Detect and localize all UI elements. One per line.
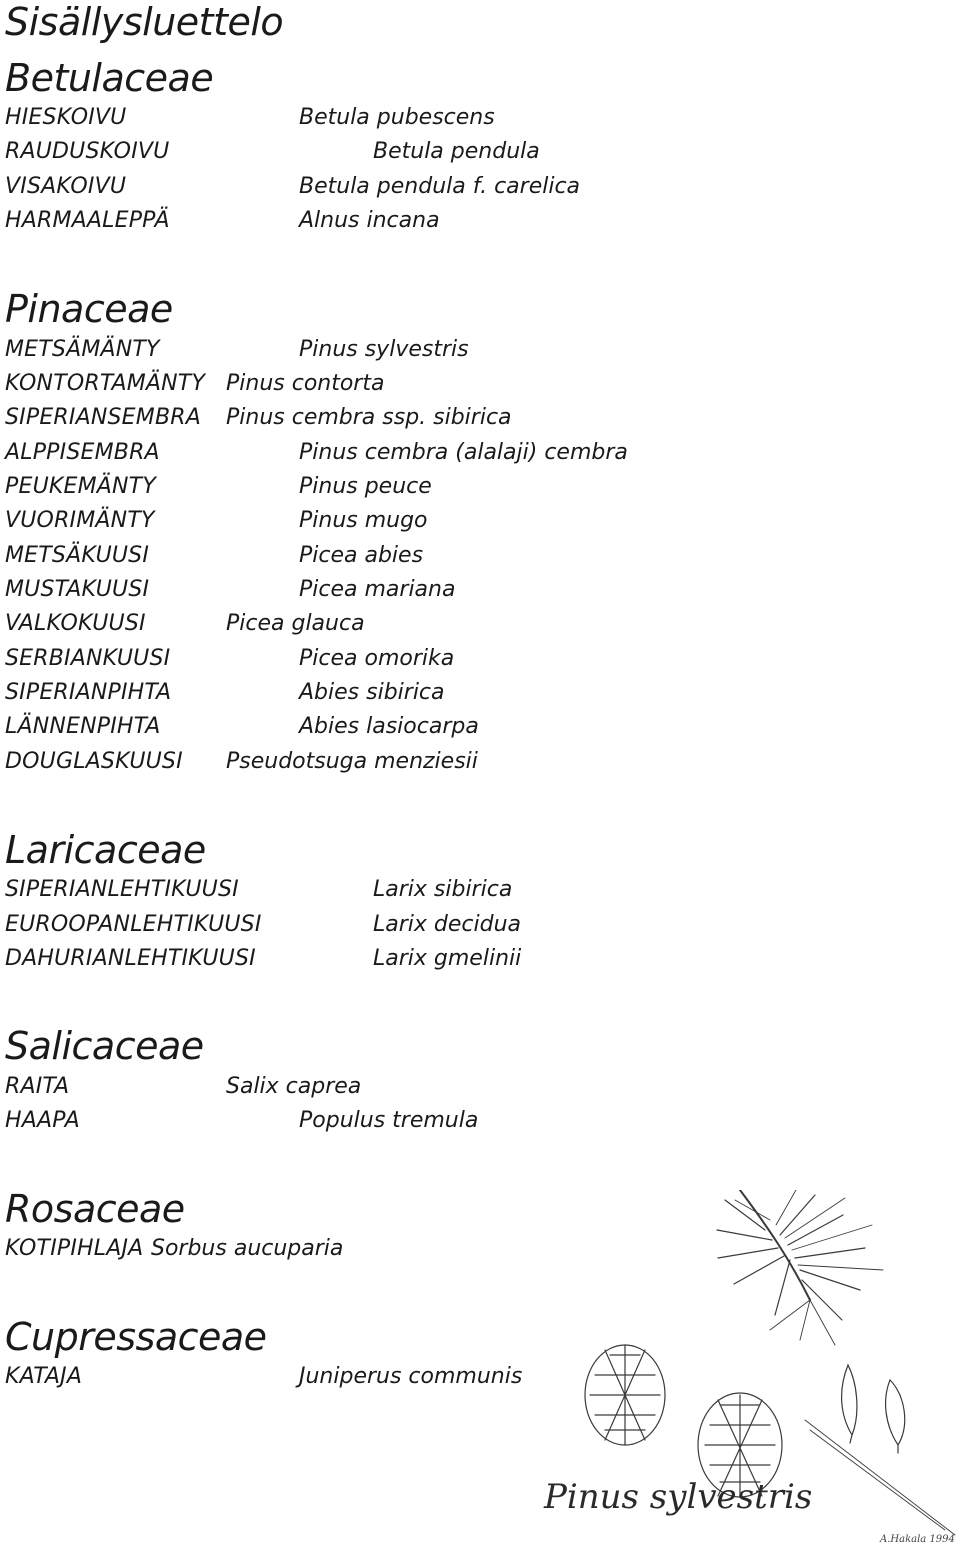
family-heading-pinaceae: Pinaceae	[5, 287, 173, 331]
common-name: RAUDUSKOIVU	[5, 139, 170, 164]
scientific-name: Larix decidua	[373, 912, 522, 937]
scientific-name: Pinus mugo	[299, 508, 428, 533]
scientific-name: Betula pendula f. carelica	[299, 174, 581, 199]
scientific-name: Pinus sylvestris	[299, 337, 469, 362]
scientific-name: Picea abies	[299, 543, 424, 568]
common-name: ALPPISEMBRA	[5, 440, 160, 465]
common-name: METSÄKUUSI	[5, 543, 150, 568]
scientific-name: Picea glauca	[226, 611, 365, 636]
page-title: Sisällysluettelo	[5, 0, 284, 44]
scientific-name: Picea mariana	[299, 577, 456, 602]
family-heading-salicaceae: Salicaceae	[5, 1024, 204, 1068]
common-name: RAITA	[5, 1074, 70, 1099]
scientific-name: Pinus cembra ssp. sibirica	[226, 405, 512, 430]
common-name: HARMAALEPPÄ	[5, 208, 170, 233]
scientific-name: Picea omorika	[299, 646, 455, 671]
pine-needle-drawing	[805, 1420, 955, 1535]
common-name: HIESKOIVU	[5, 105, 127, 130]
common-name: SIPERIANPIHTA	[5, 680, 172, 705]
common-name: KATAJA	[5, 1364, 83, 1389]
common-name: VALKOKUUSI	[5, 611, 146, 636]
scientific-name: Betula pubescens	[299, 105, 495, 130]
common-name: VISAKOIVU	[5, 174, 127, 199]
common-name: HAAPA	[5, 1108, 80, 1133]
common-name: DAHURIANLEHTIKUUSI	[5, 946, 256, 971]
scientific-name: Sorbus aucuparia	[151, 1236, 344, 1261]
illustration-caption: Pinus sylvestris	[544, 1477, 813, 1517]
family-heading-cupressaceae: Cupressaceae	[5, 1315, 267, 1359]
scientific-name: Pinus contorta	[226, 371, 385, 396]
scientific-name: Larix gmelinii	[373, 946, 522, 971]
scientific-name: Pseudotsuga menziesii	[226, 749, 478, 774]
scientific-name: Abies sibirica	[299, 680, 445, 705]
common-name: SIPERIANLEHTIKUUSI	[5, 877, 239, 902]
common-name: DOUGLASKUUSI	[5, 749, 183, 774]
family-heading-laricaceae: Laricaceae	[5, 828, 206, 872]
scientific-name: Alnus incana	[299, 208, 440, 233]
scientific-name: Juniperus communis	[299, 1364, 523, 1389]
common-name: METSÄMÄNTY	[5, 337, 160, 362]
scientific-name: Pinus cembra (alalaji) cembra	[299, 440, 628, 465]
common-name: PEUKEMÄNTY	[5, 474, 156, 499]
common-name: MUSTAKUUSI	[5, 577, 150, 602]
scientific-name: Abies lasiocarpa	[299, 714, 479, 739]
scientific-name: Larix sibirica	[373, 877, 513, 902]
common-name: SIPERIANSEMBRA	[5, 405, 201, 430]
family-heading-rosaceae: Rosaceae	[5, 1187, 185, 1231]
common-name: KONTORTAMÄNTY	[5, 371, 206, 396]
common-name: EUROOPANLEHTIKUUSI	[5, 912, 262, 937]
pine-branch-drawing	[717, 1190, 883, 1345]
common-name: VUORIMÄNTY	[5, 508, 155, 533]
scientific-name: Populus tremula	[299, 1108, 479, 1133]
scientific-name: Betula pendula	[373, 139, 540, 164]
illustration-signature: A.Hakala 1994	[880, 1534, 955, 1545]
pine-cone-drawing	[585, 1345, 782, 1497]
pine-seed-drawing	[842, 1365, 905, 1453]
scientific-name: Salix caprea	[226, 1074, 362, 1099]
common-name: KOTIPIHLAJA	[5, 1236, 144, 1261]
common-name: LÄNNENPIHTA	[5, 714, 161, 739]
common-name: SERBIANKUUSI	[5, 646, 171, 671]
scientific-name: Pinus peuce	[299, 474, 432, 499]
family-heading-betulaceae: Betulaceae	[5, 56, 214, 100]
pine-illustration	[540, 1190, 960, 1546]
